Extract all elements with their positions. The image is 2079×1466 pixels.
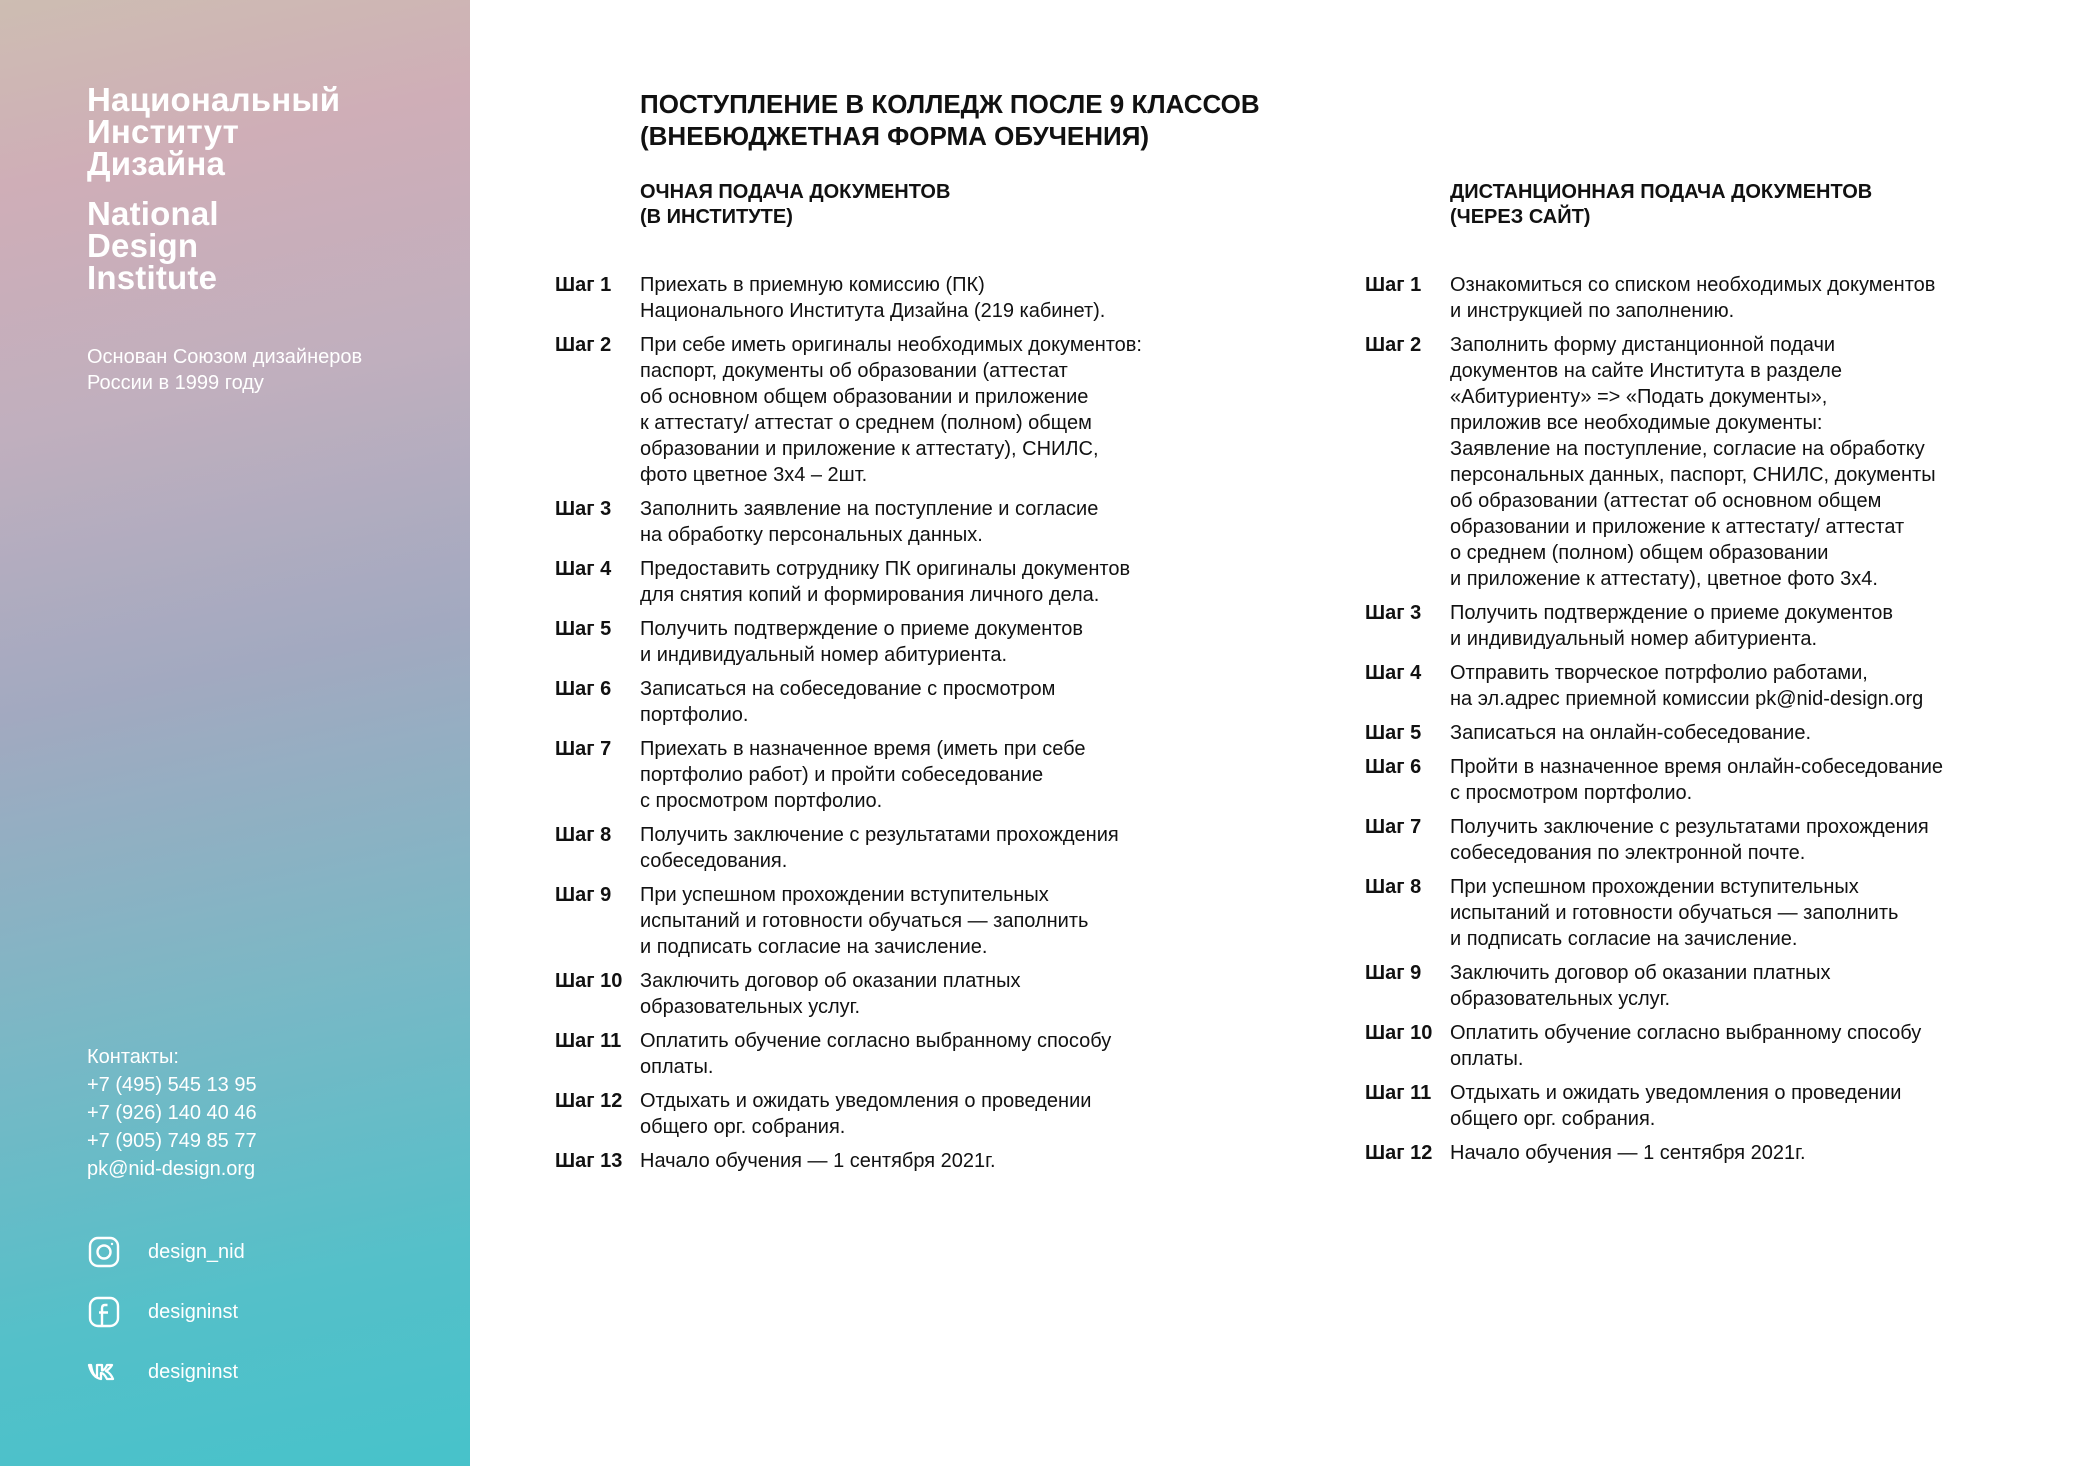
step-text: Получить подтверждение о приеме документов и индивидуальный номер абитуриента.: [640, 618, 1084, 666]
offline-heading-line: ОЧНАЯ ПОДАЧА ДОКУМЕНТОВ: [640, 181, 951, 203]
step-number: Шаг 5: [1365, 722, 1422, 744]
step-item: [1365, 660, 1943, 712]
step-number: Шаг 10: [555, 970, 623, 992]
step-text: При себе иметь оригиналы необходимых документов: паспорт, документы об образовании (аттестат об основном общем образовании и приложение к аттестату/ аттестат о среднем (полном) общем образовании и приложение к аттестату), СНИЛС, фото цветное 3х4 – 2шт.: [640, 334, 1142, 486]
step-number: Шаг 11: [1365, 1082, 1432, 1104]
step-item: [555, 882, 1142, 960]
step-item: [1365, 960, 1943, 1012]
step-text: Записаться на собеседование с просмотром портфолио.: [640, 678, 1056, 726]
facebook-link[interactable]: [87, 1294, 245, 1330]
step-number: Шаг 4: [555, 558, 612, 580]
step-item: [1365, 1020, 1943, 1072]
name-en-line: Institute: [87, 259, 218, 296]
phone-link[interactable]: +7 (495) 545 13 95: [87, 1074, 257, 1096]
step-item: [1365, 720, 1943, 746]
online-heading-line: (ЧЕРЕЗ САЙТ): [1450, 206, 1591, 228]
step-text: Отдыхать и ожидать уведомления о проведении общего орг. собрания.: [640, 1090, 1092, 1138]
step-text: Оплатить обучение согласно выбранному способу оплаты.: [640, 1030, 1112, 1078]
contacts-label: Контакты:: [87, 1046, 179, 1068]
step-item: [1365, 874, 1943, 952]
step-text: Начало обучения — 1 сентября 2021г.: [640, 1150, 996, 1172]
step-item: [555, 1148, 1142, 1174]
step-text: Получить заключение с результатами прохождения собеседования.: [640, 824, 1119, 872]
page-title: [640, 88, 1260, 152]
social-links: [87, 1234, 245, 1414]
step-item: [555, 736, 1142, 814]
step-text: Предоставить сотруднику ПК оригиналы документов для снятия копий и формирования личного дела.: [640, 558, 1131, 606]
step-number: Шаг 2: [1365, 334, 1422, 356]
step-number: Шаг 8: [555, 824, 612, 846]
step-item: [555, 496, 1142, 548]
step-item: [1365, 272, 1943, 324]
page-title-line: ПОСТУПЛЕНИЕ В КОЛЛЕДЖ ПОСЛЕ 9 КЛАССОВ: [640, 89, 1260, 119]
sidebar: [0, 0, 470, 1466]
step-item: [1365, 754, 1943, 806]
step-text: При успешном прохождении вступительных испытаний и готовности обучаться — заполнить и подписать согласие на зачисление.: [1450, 876, 1899, 950]
online-submission-column: [1365, 180, 1943, 1174]
phone-link[interactable]: +7 (926) 140 40 46: [87, 1102, 257, 1124]
online-heading-line: ДИСТАНЦИОННАЯ ПОДАЧА ДОКУМЕНТОВ: [1450, 181, 1873, 203]
step-text: Получить заключение с результатами прохождения собеседования по электронной почте.: [1450, 816, 1929, 864]
name-ru-line: Институт: [87, 113, 239, 150]
step-text: Оплатить обучение согласно выбранному способу оплаты.: [1450, 1022, 1922, 1070]
contacts: [87, 1043, 257, 1183]
step-number: Шаг 3: [1365, 602, 1422, 624]
step-text: Получить подтверждение о приеме документов и индивидуальный номер абитуриента.: [1450, 602, 1894, 650]
instagram-link[interactable]: [87, 1234, 245, 1270]
facebook-handle: designinst: [148, 1300, 239, 1323]
step-item: [1365, 814, 1943, 866]
vk-link[interactable]: [87, 1354, 245, 1390]
step-item: [1365, 1080, 1943, 1132]
step-number: Шаг 12: [555, 1090, 623, 1112]
step-number: Шаг 13: [555, 1150, 623, 1172]
name-ru-line: Дизайна: [87, 145, 226, 182]
institute-name: [87, 81, 341, 296]
step-text: Записаться на онлайн-собеседование.: [1450, 722, 1812, 744]
online-heading: [1450, 180, 1943, 230]
step-number: Шаг 3: [555, 498, 612, 520]
founded-line: России в 1999 году: [87, 372, 264, 394]
step-item: [1365, 332, 1943, 592]
offline-submission-column: [555, 180, 1142, 1182]
facebook-icon: [87, 1295, 121, 1329]
institute-name-ru: [87, 81, 341, 182]
step-item: [555, 616, 1142, 668]
step-text: При успешном прохождении вступительных испытаний и готовности обучаться — заполнить и подписать согласие на зачисление.: [640, 884, 1089, 958]
step-number: Шаг 10: [1365, 1022, 1433, 1044]
step-item: [555, 1028, 1142, 1080]
step-text: Приехать в приемную комиссию (ПК) Национального Института Дизайна (219 кабинет).: [640, 274, 1106, 322]
email-link[interactable]: pk@nid-design.org: [87, 1158, 256, 1180]
step-text: Отдыхать и ожидать уведомления о проведении общего орг. собрания.: [1450, 1082, 1902, 1130]
step-item: [555, 676, 1142, 728]
step-item: [555, 332, 1142, 488]
step-text: Заключить договор об оказании платных образовательных услуг.: [1450, 962, 1831, 1010]
step-number: Шаг 12: [1365, 1142, 1433, 1164]
step-number: Шаг 2: [555, 334, 612, 356]
step-number: Шаг 11: [555, 1030, 622, 1052]
page-title-line: (ВНЕБЮДЖЕТНАЯ ФОРМА ОБУЧЕНИЯ): [640, 121, 1150, 151]
step-item: [555, 1088, 1142, 1140]
phone-link[interactable]: +7 (905) 749 85 77: [87, 1130, 257, 1152]
step-number: Шаг 6: [555, 678, 612, 700]
online-steps-list: [1365, 272, 1943, 1166]
institute-name-en: [87, 195, 340, 296]
founded-line: Основан Союзом дизайнеров: [87, 346, 363, 368]
step-item: [1365, 600, 1943, 652]
founded-note: [87, 344, 362, 396]
vk-icon: [87, 1355, 121, 1389]
instagram-icon: [87, 1235, 121, 1269]
step-text: Пройти в назначенное время онлайн-собеседование с просмотром портфолио.: [1450, 756, 1944, 804]
step-number: Шаг 4: [1365, 662, 1422, 684]
step-number: Шаг 8: [1365, 876, 1422, 898]
offline-heading: [640, 180, 1142, 230]
step-text: Начало обучения — 1 сентября 2021г.: [1450, 1142, 1806, 1164]
step-number: Шаг 7: [555, 738, 612, 760]
step-number: Шаг 1: [555, 274, 612, 296]
step-item: [555, 822, 1142, 874]
step-text: Заполнить форму дистанционной подачи документов на сайте Института в разделе «Абитуриенту» => «Подать документы», приложив все необходимые документы: Заявление на поступление, согласие на обработку персональных данных, паспорт, СНИЛС, документы об образовании (аттестат об основном общем образовании и приложение к аттестату/ аттестат о среднем (полном) общем образовании и приложение к аттестату), цветное фото 3х4.: [1450, 334, 1936, 590]
step-number: Шаг 9: [555, 884, 612, 906]
vk-handle: designinst: [148, 1360, 239, 1383]
step-item: [555, 556, 1142, 608]
name-en-line: National: [87, 195, 219, 232]
step-item: [1365, 1140, 1943, 1166]
name-ru-line: Национальный: [87, 81, 341, 118]
offline-steps-list: [555, 272, 1142, 1174]
offline-heading-line: (В ИНСТИТУТЕ): [640, 206, 793, 228]
name-en-line: Design: [87, 227, 199, 264]
step-number: Шаг 5: [555, 618, 612, 640]
instagram-handle: design_nid: [148, 1240, 245, 1263]
step-number: Шаг 1: [1365, 274, 1422, 296]
step-number: Шаг 6: [1365, 756, 1422, 778]
step-number: Шаг 7: [1365, 816, 1422, 838]
step-text: Заключить договор об оказании платных образовательных услуг.: [640, 970, 1021, 1018]
step-text: Ознакомиться со списком необходимых документов и инструкцией по заполнению.: [1450, 274, 1936, 322]
step-text: Приехать в назначенное время (иметь при себе портфолио работ) и пройти собеседование с просмотром портфолио.: [640, 738, 1086, 812]
step-item: [555, 968, 1142, 1020]
step-item: [555, 272, 1142, 324]
step-text: Заполнить заявление на поступление и согласие на обработку персональных данных.: [640, 498, 1099, 546]
step-text: Отправить творческое потрфолио работами, на эл.адрес приемной комиссии pk@nid-design.org: [1450, 662, 1924, 710]
step-number: Шаг 9: [1365, 962, 1422, 984]
